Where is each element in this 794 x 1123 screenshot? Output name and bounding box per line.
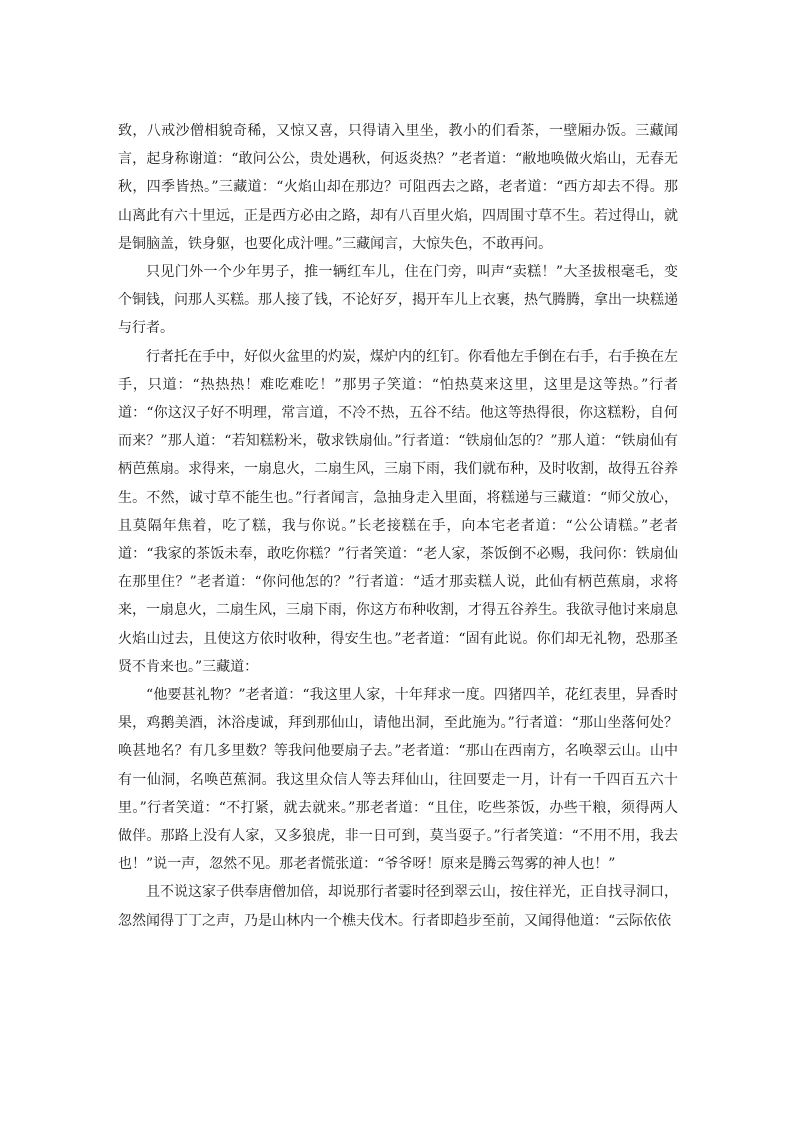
paragraph-1: 致，八戒沙僧相貌奇稀，又惊又喜，只得请入里坐，教小的们看茶，一壁厢办饭。三藏闻言，起身称谢道：“敢问公公，贵处遇秋，何返炎热？”老者道：“敝地唤做火焰山，无春无秋，四季皆热。”三藏道：“火焰山却在那边？可阻西去之路，老者道：“西方却去不得。那山离此有六十里远，正是西方必由之路，却有八百里火焰，四周围寸草不生。若过得山，就是铜脑盖，铁身躯，也要化成汁哩。”三藏闻言，大惊失色，不敢再问。 — [118, 123, 678, 252]
paragraph-2: 只见门外一个少年男子，推一辆红车儿，住在门旁，叫声“卖糕！”大圣拔根毫毛，变个铜钱，问那人买糕。那人接了钱，不论好歹，揭开车儿上衣裹，热气腾腾，拿出一块糕递与行者。 — [118, 264, 678, 337]
document-page — [118, 117, 678, 935]
paragraph-5: 且不说这家子供奉唐僧加倍，却说那行者霎时径到翠云山，按住祥光，正自找寻洞口，忽然闻得丁丁之声，乃是山林内一个樵夫伐木。行者即趋步至前，又闻得他道：“云际依依 — [118, 884, 678, 929]
paragraph-4: “他要甚礼物？”老者道：“我这里人家，十年拜求一度。四猪四羊，花红表里，异香时果，鸡鹅美酒，沐浴虔诚，拜到那仙山，请他出洞，至此施为。”行者道：“那山坐落何处？唤甚地名？有几多里数？等我问他要扇子去。”老者道：“那山在西南方，名唤翠云山。山中有一仙洞，名唤芭蕉洞。我这里众信人等去拜仙山，往回要走一月，计有一千四百五六十里。”行者笑道：“不打紧，就去就来。”那老者道：“且住，吃些茶饭，办些干粮，须得两人做伴。那路上没有人家，又多狼虎，非一日可到，莫当耍子。”行者笑道：“不用不用，我去也！”说一声，忽然不见。那老者慌张道：“爷爷呀！原来是腾云驾雾的神人也！” — [118, 687, 678, 873]
paragraph-3: 行者托在手中，好似火盆里的灼炭，煤炉内的红钉。你看他左手倒在右手，右手换在左手，只道：“热热热！难吃难吃！”那男子笑道：“怕热莫来这里，这里是这等热。”行者道：“你这汉子好不明理，常言道，不冷不热，五谷不结。他这等热得很，你这糕粉，自何而来？”那人道：“若知糕粉米，敬求铁扇仙。”行者道：“铁扇仙怎的？”那人道：“铁扇仙有柄芭蕉扇。求得来，一扇息火，二扇生风，三扇下雨，我们就布种，及时收割，故得五谷养生。不然，诚寸草不能生也。”行者闻言，急抽身走入里面，将糕递与三藏道：“师父放心，且莫隔年焦着，吃了糕，我与你说。”长老接糕在手，向本宅老者道：“公公请糕。”老者道：“我家的茶饭未奉，敢吃你糕？”行者笑道：“老人家，茶饭倒不必赐，我问你：铁扇仙在那里住？”老者道：“你问他怎的？”行者道：“适才那卖糕人说，此仙有柄芭蕉扇，求将来，一扇息火，二扇生风，三扇下雨，你这方布种收割，才得五谷养生。我欲寻他讨来扇息火焰山过去，且使这方依时收种，得安生也。”老者道：“固有此说。你们却无礼物，恐那圣贤不肯来也。”三藏道： — [118, 348, 678, 675]
